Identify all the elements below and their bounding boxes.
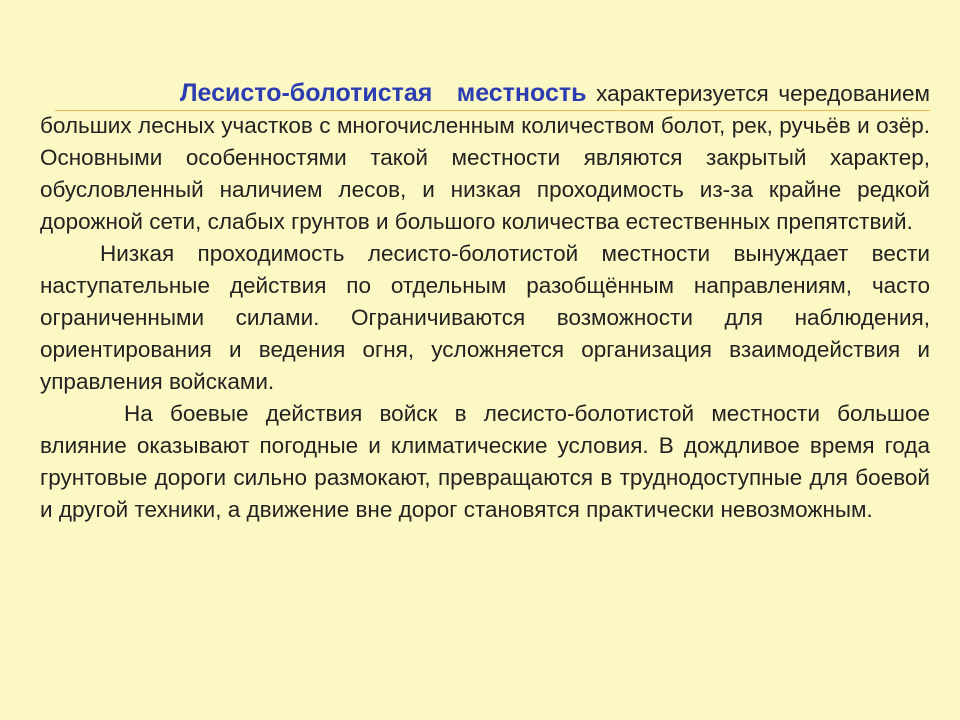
slide-body-text bbox=[40, 77, 930, 526]
paragraph-1 bbox=[40, 77, 930, 238]
lead-term: Лесисто-болотистая местность bbox=[180, 79, 587, 107]
paragraph-2: Низкая проходимость лесисто-болотистой местности вынуждает вести наступательные действия по отдельным разобщённым направлениям, часто ограниченными силами. Ограничиваются возможности для наблюдения, ориентирования и ведения огня, усложняется организация взаимодействия и управления войсками. bbox=[40, 241, 930, 394]
paragraph-1-text: характеризуется чередованием больших лесных участков с многочисленным количеством болот, рек, ручьёв и озёр. Основными особенностями такой местности являются закрытый характер, обусловленный наличием лесов, и низкая проходимость из-за крайне редкой дорожной сети, слабых грунтов и большого количества естественных препятствий. bbox=[40, 81, 931, 234]
paragraph-3: На боевые действия войск в лесисто-болотистой местности большое влияние оказывают погодные и климатические условия. В дождливое время года грунтовые дороги сильно размокают, превращаются в труднодоступные для боевой и другой техники, а движение вне дорог становятся практически невозможным. bbox=[40, 401, 930, 522]
